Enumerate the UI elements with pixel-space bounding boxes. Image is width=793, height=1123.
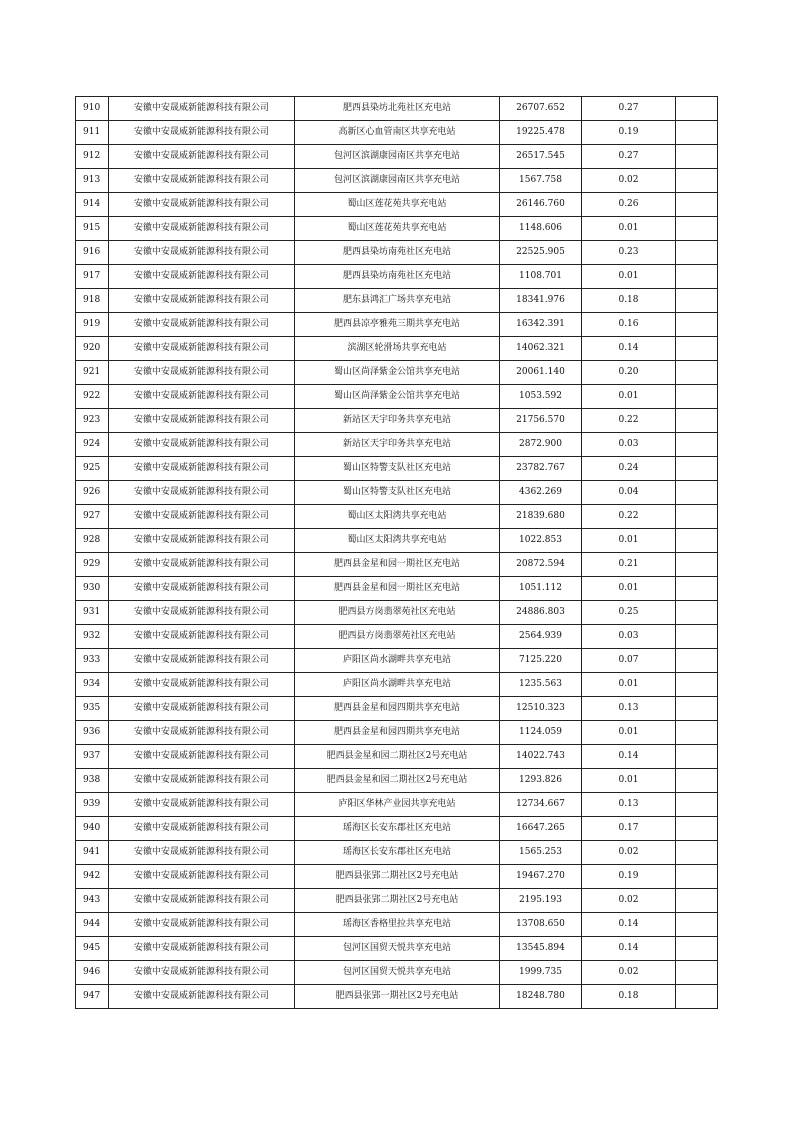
energy-cell: 14062.321 bbox=[500, 337, 582, 361]
table-body bbox=[76, 97, 718, 1009]
energy-cell: 2564.939 bbox=[500, 625, 582, 649]
energy-cell: 1022.853 bbox=[500, 529, 582, 553]
station-name-cell: 蜀山区太阳湾共享充电站 bbox=[295, 505, 500, 529]
table-row bbox=[76, 721, 718, 745]
table-row bbox=[76, 577, 718, 601]
station-name-cell: 庐阳区华林产业园共享充电站 bbox=[295, 793, 500, 817]
row-number-cell: 928 bbox=[76, 529, 109, 553]
table-row bbox=[76, 385, 718, 409]
company-cell: 安徽中安晟威新能源科技有限公司 bbox=[109, 265, 295, 289]
amount-cell: 0.27 bbox=[582, 145, 676, 169]
amount-cell: 0.03 bbox=[582, 625, 676, 649]
amount-cell: 0.02 bbox=[582, 889, 676, 913]
company-cell: 安徽中安晟威新能源科技有限公司 bbox=[109, 577, 295, 601]
row-number-cell: 929 bbox=[76, 553, 109, 577]
row-number-cell: 932 bbox=[76, 625, 109, 649]
company-cell: 安徽中安晟威新能源科技有限公司 bbox=[109, 409, 295, 433]
remarks-cell bbox=[676, 361, 718, 385]
remarks-cell bbox=[676, 697, 718, 721]
station-name-cell: 肥西县金星和园二期社区2号充电站 bbox=[295, 769, 500, 793]
station-name-cell: 滨湖区轮滑场共享充电站 bbox=[295, 337, 500, 361]
energy-cell: 18248.780 bbox=[500, 985, 582, 1009]
table-row bbox=[76, 289, 718, 313]
amount-cell: 0.24 bbox=[582, 457, 676, 481]
remarks-cell bbox=[676, 313, 718, 337]
remarks-cell bbox=[676, 553, 718, 577]
company-cell: 安徽中安晟威新能源科技有限公司 bbox=[109, 241, 295, 265]
remarks-cell bbox=[676, 505, 718, 529]
energy-cell: 1999.735 bbox=[500, 961, 582, 985]
amount-cell: 0.16 bbox=[582, 313, 676, 337]
table-row bbox=[76, 433, 718, 457]
amount-cell: 0.01 bbox=[582, 673, 676, 697]
remarks-cell bbox=[676, 97, 718, 121]
row-number-cell: 938 bbox=[76, 769, 109, 793]
energy-cell: 1293.826 bbox=[500, 769, 582, 793]
row-number-cell: 921 bbox=[76, 361, 109, 385]
station-name-cell: 蜀山区太阳湾共享充电站 bbox=[295, 529, 500, 553]
energy-cell: 26146.760 bbox=[500, 193, 582, 217]
amount-cell: 0.25 bbox=[582, 601, 676, 625]
station-name-cell: 肥西县染坊北苑社区充电站 bbox=[295, 97, 500, 121]
energy-cell: 26707.652 bbox=[500, 97, 582, 121]
row-number-cell: 947 bbox=[76, 985, 109, 1009]
station-name-cell: 包河区国贸天悦共享充电站 bbox=[295, 961, 500, 985]
energy-cell: 23782.767 bbox=[500, 457, 582, 481]
company-cell: 安徽中安晟威新能源科技有限公司 bbox=[109, 913, 295, 937]
energy-cell: 1053.592 bbox=[500, 385, 582, 409]
station-name-cell: 肥东县鸿汇广场共享充电站 bbox=[295, 289, 500, 313]
table-row bbox=[76, 265, 718, 289]
company-cell: 安徽中安晟威新能源科技有限公司 bbox=[109, 505, 295, 529]
amount-cell: 0.04 bbox=[582, 481, 676, 505]
remarks-cell bbox=[676, 289, 718, 313]
amount-cell: 0.21 bbox=[582, 553, 676, 577]
table-row bbox=[76, 241, 718, 265]
amount-cell: 0.22 bbox=[582, 505, 676, 529]
table-row bbox=[76, 937, 718, 961]
energy-cell: 22525.905 bbox=[500, 241, 582, 265]
company-cell: 安徽中安晟威新能源科技有限公司 bbox=[109, 337, 295, 361]
amount-cell: 0.19 bbox=[582, 121, 676, 145]
energy-cell: 2195.193 bbox=[500, 889, 582, 913]
row-number-cell: 917 bbox=[76, 265, 109, 289]
amount-cell: 0.01 bbox=[582, 385, 676, 409]
company-cell: 安徽中安晟威新能源科技有限公司 bbox=[109, 985, 295, 1009]
station-name-cell: 蜀山区特警支队社区充电站 bbox=[295, 457, 500, 481]
company-cell: 安徽中安晟威新能源科技有限公司 bbox=[109, 937, 295, 961]
table-row bbox=[76, 505, 718, 529]
company-cell: 安徽中安晟威新能源科技有限公司 bbox=[109, 625, 295, 649]
station-name-cell: 肥西县染坊南苑社区充电站 bbox=[295, 265, 500, 289]
remarks-cell bbox=[676, 337, 718, 361]
row-number-cell: 946 bbox=[76, 961, 109, 985]
company-cell: 安徽中安晟威新能源科技有限公司 bbox=[109, 841, 295, 865]
table-row bbox=[76, 313, 718, 337]
station-name-cell: 肥西县金星和园一期社区充电站 bbox=[295, 553, 500, 577]
energy-cell: 19467.270 bbox=[500, 865, 582, 889]
row-number-cell: 923 bbox=[76, 409, 109, 433]
remarks-cell bbox=[676, 721, 718, 745]
company-cell: 安徽中安晟威新能源科技有限公司 bbox=[109, 145, 295, 169]
amount-cell: 0.18 bbox=[582, 985, 676, 1009]
station-name-cell: 包河区滨湖康园南区共享充电站 bbox=[295, 169, 500, 193]
amount-cell: 0.26 bbox=[582, 193, 676, 217]
company-cell: 安徽中安晟威新能源科技有限公司 bbox=[109, 481, 295, 505]
station-name-cell: 肥西县方岗翡翠苑社区充电站 bbox=[295, 601, 500, 625]
energy-cell: 4362.269 bbox=[500, 481, 582, 505]
station-name-cell: 瑶海区香格里拉共享充电站 bbox=[295, 913, 500, 937]
company-cell: 安徽中安晟威新能源科技有限公司 bbox=[109, 697, 295, 721]
row-number-cell: 941 bbox=[76, 841, 109, 865]
remarks-cell bbox=[676, 433, 718, 457]
table-row bbox=[76, 97, 718, 121]
table-row bbox=[76, 337, 718, 361]
remarks-cell bbox=[676, 193, 718, 217]
table-row bbox=[76, 145, 718, 169]
energy-cell: 12734.667 bbox=[500, 793, 582, 817]
row-number-cell: 914 bbox=[76, 193, 109, 217]
company-cell: 安徽中安晟威新能源科技有限公司 bbox=[109, 385, 295, 409]
energy-cell: 1124.059 bbox=[500, 721, 582, 745]
station-name-cell: 肥西县金星和园四期共享充电站 bbox=[295, 721, 500, 745]
station-name-cell: 肥西县染坊南苑社区充电站 bbox=[295, 241, 500, 265]
row-number-cell: 926 bbox=[76, 481, 109, 505]
energy-cell: 1567.758 bbox=[500, 169, 582, 193]
row-number-cell: 919 bbox=[76, 313, 109, 337]
company-cell: 安徽中安晟威新能源科技有限公司 bbox=[109, 529, 295, 553]
energy-cell: 18341.976 bbox=[500, 289, 582, 313]
station-name-cell: 庐阳区尚水湖畔共享充电站 bbox=[295, 649, 500, 673]
table-row bbox=[76, 985, 718, 1009]
table-row bbox=[76, 745, 718, 769]
remarks-cell bbox=[676, 529, 718, 553]
row-number-cell: 934 bbox=[76, 673, 109, 697]
row-number-cell: 913 bbox=[76, 169, 109, 193]
table-row bbox=[76, 553, 718, 577]
remarks-cell bbox=[676, 385, 718, 409]
amount-cell: 0.14 bbox=[582, 913, 676, 937]
amount-cell: 0.23 bbox=[582, 241, 676, 265]
company-cell: 安徽中安晟威新能源科技有限公司 bbox=[109, 169, 295, 193]
row-number-cell: 942 bbox=[76, 865, 109, 889]
energy-cell: 20872.594 bbox=[500, 553, 582, 577]
energy-cell: 13545.894 bbox=[500, 937, 582, 961]
amount-cell: 0.14 bbox=[582, 745, 676, 769]
energy-cell: 16342.391 bbox=[500, 313, 582, 337]
remarks-cell bbox=[676, 145, 718, 169]
row-number-cell: 937 bbox=[76, 745, 109, 769]
row-number-cell: 939 bbox=[76, 793, 109, 817]
table-row bbox=[76, 529, 718, 553]
amount-cell: 0.18 bbox=[582, 289, 676, 313]
remarks-cell bbox=[676, 985, 718, 1009]
amount-cell: 0.19 bbox=[582, 865, 676, 889]
row-number-cell: 911 bbox=[76, 121, 109, 145]
amount-cell: 0.01 bbox=[582, 577, 676, 601]
company-cell: 安徽中安晟威新能源科技有限公司 bbox=[109, 793, 295, 817]
table-row bbox=[76, 169, 718, 193]
station-name-cell: 肥西县凉亭雅苑三期共享充电站 bbox=[295, 313, 500, 337]
amount-cell: 0.01 bbox=[582, 529, 676, 553]
energy-cell: 12510.323 bbox=[500, 697, 582, 721]
energy-cell: 21839.680 bbox=[500, 505, 582, 529]
company-cell: 安徽中安晟威新能源科技有限公司 bbox=[109, 769, 295, 793]
energy-cell: 7125.220 bbox=[500, 649, 582, 673]
station-name-cell: 蜀山区尚泽紫金公馆共享充电站 bbox=[295, 385, 500, 409]
company-cell: 安徽中安晟威新能源科技有限公司 bbox=[109, 457, 295, 481]
company-cell: 安徽中安晟威新能源科技有限公司 bbox=[109, 217, 295, 241]
remarks-cell bbox=[676, 121, 718, 145]
company-cell: 安徽中安晟威新能源科技有限公司 bbox=[109, 889, 295, 913]
remarks-cell bbox=[676, 673, 718, 697]
remarks-cell bbox=[676, 217, 718, 241]
table-row bbox=[76, 649, 718, 673]
company-cell: 安徽中安晟威新能源科技有限公司 bbox=[109, 553, 295, 577]
energy-cell: 2872.900 bbox=[500, 433, 582, 457]
energy-cell: 13708.650 bbox=[500, 913, 582, 937]
company-cell: 安徽中安晟威新能源科技有限公司 bbox=[109, 289, 295, 313]
row-number-cell: 940 bbox=[76, 817, 109, 841]
company-cell: 安徽中安晟威新能源科技有限公司 bbox=[109, 361, 295, 385]
remarks-cell bbox=[676, 265, 718, 289]
table-row bbox=[76, 913, 718, 937]
amount-cell: 0.14 bbox=[582, 337, 676, 361]
station-name-cell: 肥西县金星和园二期社区2号充电站 bbox=[295, 745, 500, 769]
table-row bbox=[76, 841, 718, 865]
station-name-cell: 肥西县张郢一期社区2号充电站 bbox=[295, 985, 500, 1009]
row-number-cell: 930 bbox=[76, 577, 109, 601]
amount-cell: 0.02 bbox=[582, 169, 676, 193]
remarks-cell bbox=[676, 745, 718, 769]
subsidy-table bbox=[75, 96, 718, 1009]
station-name-cell: 蜀山区尚泽紫金公馆共享充电站 bbox=[295, 361, 500, 385]
row-number-cell: 927 bbox=[76, 505, 109, 529]
row-number-cell: 922 bbox=[76, 385, 109, 409]
company-cell: 安徽中安晟威新能源科技有限公司 bbox=[109, 865, 295, 889]
remarks-cell bbox=[676, 841, 718, 865]
remarks-cell bbox=[676, 649, 718, 673]
remarks-cell bbox=[676, 601, 718, 625]
company-cell: 安徽中安晟威新能源科技有限公司 bbox=[109, 817, 295, 841]
row-number-cell: 912 bbox=[76, 145, 109, 169]
table-row bbox=[76, 121, 718, 145]
station-name-cell: 高新区心血管南区共享充电站 bbox=[295, 121, 500, 145]
remarks-cell bbox=[676, 937, 718, 961]
station-name-cell: 蜀山区莲花苑共享充电站 bbox=[295, 193, 500, 217]
remarks-cell bbox=[676, 961, 718, 985]
remarks-cell bbox=[676, 817, 718, 841]
energy-cell: 14022.743 bbox=[500, 745, 582, 769]
row-number-cell: 943 bbox=[76, 889, 109, 913]
amount-cell: 0.20 bbox=[582, 361, 676, 385]
amount-cell: 0.01 bbox=[582, 721, 676, 745]
table-row bbox=[76, 193, 718, 217]
table-row bbox=[76, 457, 718, 481]
station-name-cell: 肥西县金星和园四期共享充电站 bbox=[295, 697, 500, 721]
energy-cell: 26517.545 bbox=[500, 145, 582, 169]
table-row bbox=[76, 889, 718, 913]
table-row bbox=[76, 361, 718, 385]
table-row bbox=[76, 961, 718, 985]
station-name-cell: 包河区国贸天悦共享充电站 bbox=[295, 937, 500, 961]
company-cell: 安徽中安晟威新能源科技有限公司 bbox=[109, 433, 295, 457]
company-cell: 安徽中安晟威新能源科技有限公司 bbox=[109, 721, 295, 745]
company-cell: 安徽中安晟威新能源科技有限公司 bbox=[109, 193, 295, 217]
amount-cell: 0.01 bbox=[582, 217, 676, 241]
company-cell: 安徽中安晟威新能源科技有限公司 bbox=[109, 121, 295, 145]
table-row bbox=[76, 793, 718, 817]
energy-cell: 24886.803 bbox=[500, 601, 582, 625]
station-name-cell: 肥西县张郢二期社区2号充电站 bbox=[295, 889, 500, 913]
energy-cell: 1108.701 bbox=[500, 265, 582, 289]
table-row bbox=[76, 409, 718, 433]
remarks-cell bbox=[676, 625, 718, 649]
energy-cell: 16647.265 bbox=[500, 817, 582, 841]
row-number-cell: 920 bbox=[76, 337, 109, 361]
station-name-cell: 瑶海区长安东郡社区充电站 bbox=[295, 817, 500, 841]
energy-cell: 1235.563 bbox=[500, 673, 582, 697]
remarks-cell bbox=[676, 793, 718, 817]
energy-cell: 1051.112 bbox=[500, 577, 582, 601]
remarks-cell bbox=[676, 865, 718, 889]
row-number-cell: 916 bbox=[76, 241, 109, 265]
company-cell: 安徽中安晟威新能源科技有限公司 bbox=[109, 961, 295, 985]
remarks-cell bbox=[676, 169, 718, 193]
amount-cell: 0.13 bbox=[582, 697, 676, 721]
station-name-cell: 包河区滨湖康园南区共享充电站 bbox=[295, 145, 500, 169]
station-name-cell: 肥西县方岗翡翠苑社区充电站 bbox=[295, 625, 500, 649]
company-cell: 安徽中安晟威新能源科技有限公司 bbox=[109, 97, 295, 121]
company-cell: 安徽中安晟威新能源科技有限公司 bbox=[109, 313, 295, 337]
remarks-cell bbox=[676, 409, 718, 433]
remarks-cell bbox=[676, 241, 718, 265]
station-name-cell: 蜀山区莲花苑共享充电站 bbox=[295, 217, 500, 241]
remarks-cell bbox=[676, 481, 718, 505]
amount-cell: 0.02 bbox=[582, 841, 676, 865]
amount-cell: 0.07 bbox=[582, 649, 676, 673]
remarks-cell bbox=[676, 889, 718, 913]
amount-cell: 0.03 bbox=[582, 433, 676, 457]
row-number-cell: 944 bbox=[76, 913, 109, 937]
remarks-cell bbox=[676, 769, 718, 793]
amount-cell: 0.01 bbox=[582, 769, 676, 793]
amount-cell: 0.13 bbox=[582, 793, 676, 817]
company-cell: 安徽中安晟威新能源科技有限公司 bbox=[109, 673, 295, 697]
amount-cell: 0.01 bbox=[582, 265, 676, 289]
station-name-cell: 肥西县金星和园一期社区充电站 bbox=[295, 577, 500, 601]
energy-cell: 1148.606 bbox=[500, 217, 582, 241]
station-name-cell: 蜀山区特警支队社区充电站 bbox=[295, 481, 500, 505]
table-row bbox=[76, 817, 718, 841]
row-number-cell: 918 bbox=[76, 289, 109, 313]
station-name-cell: 新站区天宇印务共享充电站 bbox=[295, 433, 500, 457]
energy-cell: 1565.253 bbox=[500, 841, 582, 865]
row-number-cell: 910 bbox=[76, 97, 109, 121]
table-row bbox=[76, 217, 718, 241]
row-number-cell: 936 bbox=[76, 721, 109, 745]
row-number-cell: 931 bbox=[76, 601, 109, 625]
table-row bbox=[76, 481, 718, 505]
table-row bbox=[76, 865, 718, 889]
table-row bbox=[76, 769, 718, 793]
remarks-cell bbox=[676, 577, 718, 601]
remarks-cell bbox=[676, 457, 718, 481]
row-number-cell: 925 bbox=[76, 457, 109, 481]
row-number-cell: 933 bbox=[76, 649, 109, 673]
row-number-cell: 945 bbox=[76, 937, 109, 961]
amount-cell: 0.27 bbox=[582, 97, 676, 121]
amount-cell: 0.22 bbox=[582, 409, 676, 433]
row-number-cell: 935 bbox=[76, 697, 109, 721]
energy-cell: 21756.570 bbox=[500, 409, 582, 433]
station-name-cell: 瑶海区长安东郡社区充电站 bbox=[295, 841, 500, 865]
table-row bbox=[76, 673, 718, 697]
table-row bbox=[76, 697, 718, 721]
station-name-cell: 庐阳区尚水湖畔共享充电站 bbox=[295, 673, 500, 697]
remarks-cell bbox=[676, 913, 718, 937]
table-row bbox=[76, 625, 718, 649]
row-number-cell: 915 bbox=[76, 217, 109, 241]
company-cell: 安徽中安晟威新能源科技有限公司 bbox=[109, 745, 295, 769]
amount-cell: 0.02 bbox=[582, 961, 676, 985]
station-name-cell: 肥西县张郢二期社区2号充电站 bbox=[295, 865, 500, 889]
station-name-cell: 新站区天宇印务共享充电站 bbox=[295, 409, 500, 433]
energy-cell: 20061.140 bbox=[500, 361, 582, 385]
table-row bbox=[76, 601, 718, 625]
company-cell: 安徽中安晟威新能源科技有限公司 bbox=[109, 649, 295, 673]
energy-cell: 19225.478 bbox=[500, 121, 582, 145]
row-number-cell: 924 bbox=[76, 433, 109, 457]
company-cell: 安徽中安晟威新能源科技有限公司 bbox=[109, 601, 295, 625]
amount-cell: 0.17 bbox=[582, 817, 676, 841]
amount-cell: 0.14 bbox=[582, 937, 676, 961]
